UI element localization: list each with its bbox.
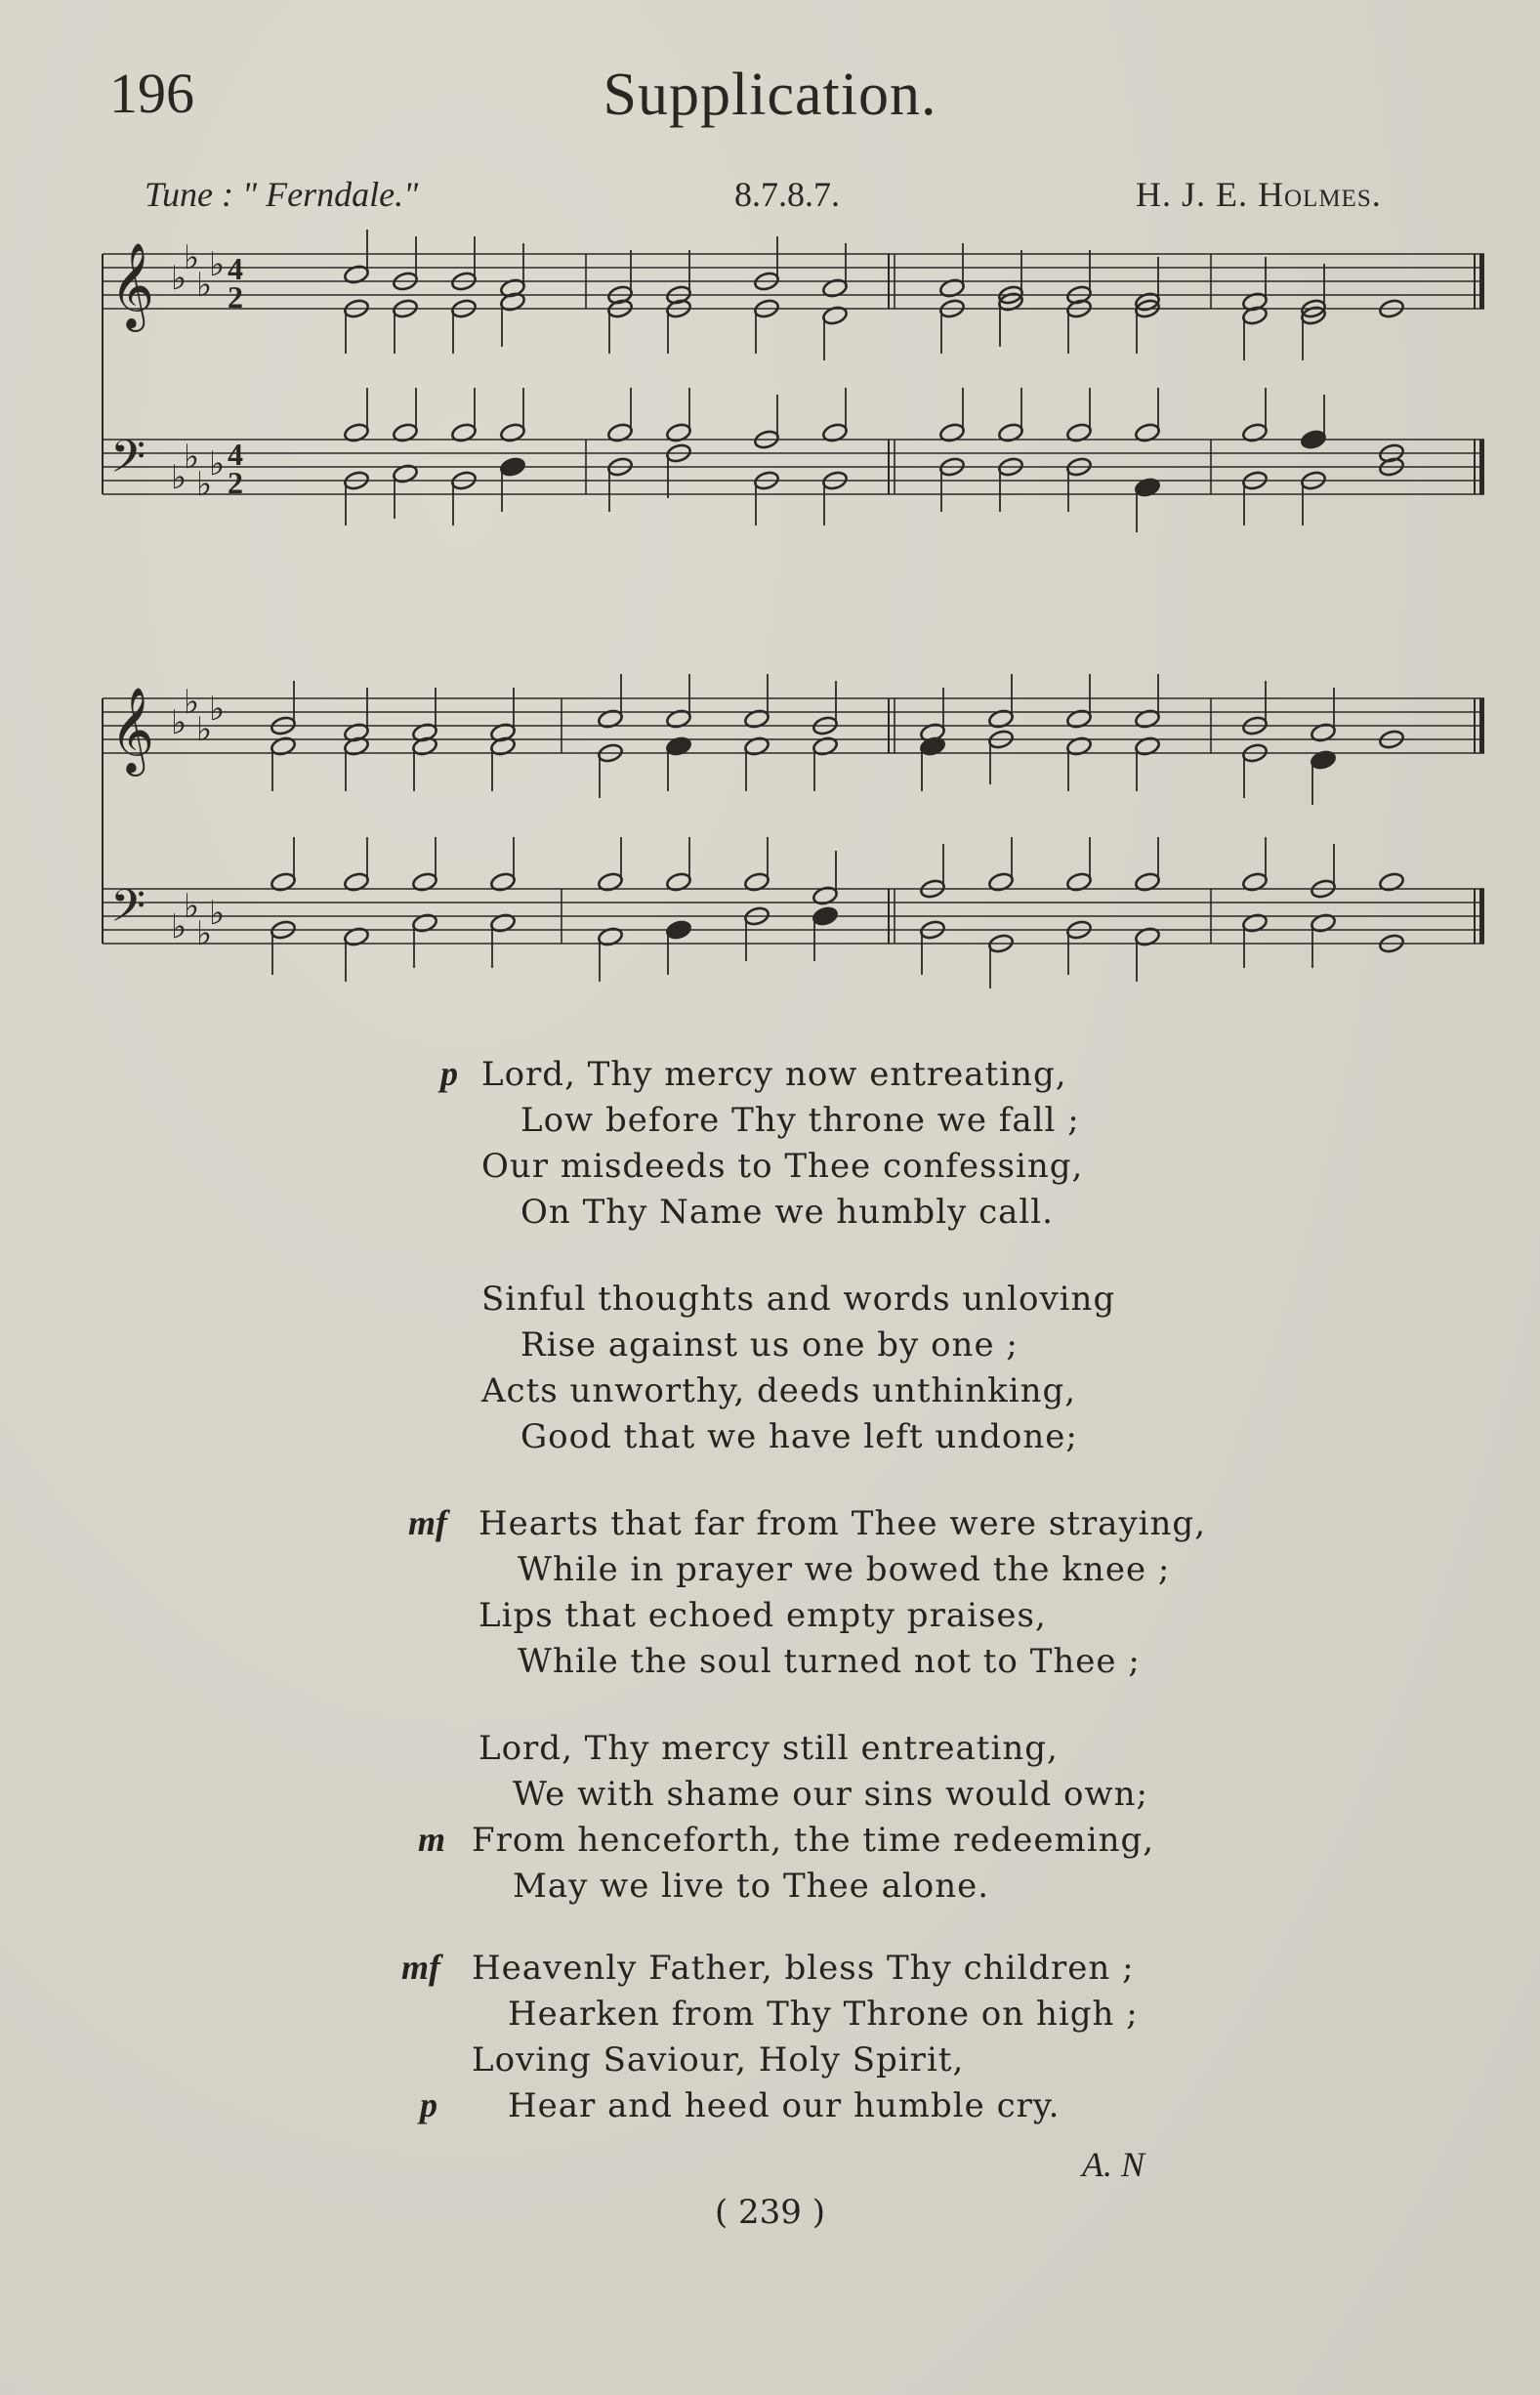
verse-line: Sinful thoughts and words unloving [481,1280,1116,1319]
treble-clef: 𝄞 [110,241,154,328]
verse-line: While in prayer we bowed the knee ; [518,1550,1171,1589]
verse-line: Good that we have left undone; [520,1417,1078,1456]
dynamic-marking: p [440,1054,458,1093]
treble-clef: 𝄞 [110,686,154,773]
verse-line: Low before Thy throne we fall ; [520,1101,1080,1140]
verse-line: Hear and heed our humble cry. [508,2086,1061,2125]
dynamic-marking: m [418,1820,446,1859]
author-initials: A. N [1082,2145,1145,2184]
flat-sign: ♭ [209,894,226,933]
page-number: ( 239 ) [714,2193,826,2232]
music-system-2 [93,650,1484,1001]
verse-line: May we live to Thee alone. [513,1867,990,1906]
time-signature: 4 [228,437,243,472]
dynamic-marking: mf [408,1503,447,1542]
meter: 8.7.8.7. [734,175,840,214]
time-signature: 2 [228,465,243,500]
verse-line: Loving Saviour, Holy Spirit, [472,2040,965,2080]
music-notation-1 [93,225,1484,557]
verse-line: On Thy Name we humbly call. [520,1193,1054,1232]
verse-line: We with shame our sins would own; [513,1775,1148,1814]
music-notation-2 [93,650,1484,1001]
verse-line: Hearken from Thy Throne on high ; [508,1995,1139,2034]
flat-sign: ♭ [184,438,200,477]
verse-line: Rise against us one by one ; [520,1325,1019,1365]
note-head [499,456,525,478]
note-head [812,905,838,927]
final-barline [1479,698,1484,753]
time-signature: 4 [228,251,243,286]
flat-sign: ♭ [209,690,226,729]
note-head [1300,429,1326,450]
hymn-title: Supplication. [603,62,937,128]
verse-line: Acts unworthy, deeds unthinking, [481,1371,1077,1410]
composer: H. J. E. Holmes. [1136,175,1382,214]
verse-line: Lips that echoed empty praises, [479,1596,1047,1635]
tune-name: Tune : " Ferndale." [145,175,419,214]
verse-line: From henceforth, the time redeeming, [472,1821,1155,1860]
time-signature: 2 [228,279,243,315]
dynamic-marking: p [420,2085,437,2124]
music-system-1 [93,225,1484,557]
final-barline [1479,440,1484,494]
verse-line: Heavenly Father, bless Thy children ; [472,1949,1135,1988]
hymn-number: 196 [109,62,194,125]
bass-clef: 𝄢 [110,880,146,944]
verse-line: While the soul turned not to Thee ; [518,1642,1141,1681]
final-barline [1479,254,1484,309]
verse-line: Our misdeeds to Thee confessing, [481,1147,1084,1186]
flat-sign: ♭ [196,710,213,749]
flat-sign: ♭ [171,703,187,742]
flat-sign: ♭ [196,266,213,305]
bass-clef: 𝄢 [110,431,146,494]
flat-sign: ♭ [184,887,200,926]
flat-sign: ♭ [171,458,187,497]
flat-sign: ♭ [184,683,200,722]
flat-sign: ♭ [171,907,187,946]
verse-line: Lord, Thy mercy still entreating, [479,1729,1059,1768]
final-barline [1479,889,1484,944]
flat-sign: ♭ [196,465,213,504]
verse-line: Hearts that far from Thee were straying, [479,1504,1207,1543]
flat-sign: ♭ [209,444,226,483]
dynamic-marking: mf [401,1948,440,1987]
verse-line: Lord, Thy mercy now entreating, [481,1055,1067,1094]
flat-sign: ♭ [184,238,200,277]
flat-sign: ♭ [209,245,226,284]
flat-sign: ♭ [196,914,213,953]
note-head [665,919,691,941]
flat-sign: ♭ [171,259,187,298]
